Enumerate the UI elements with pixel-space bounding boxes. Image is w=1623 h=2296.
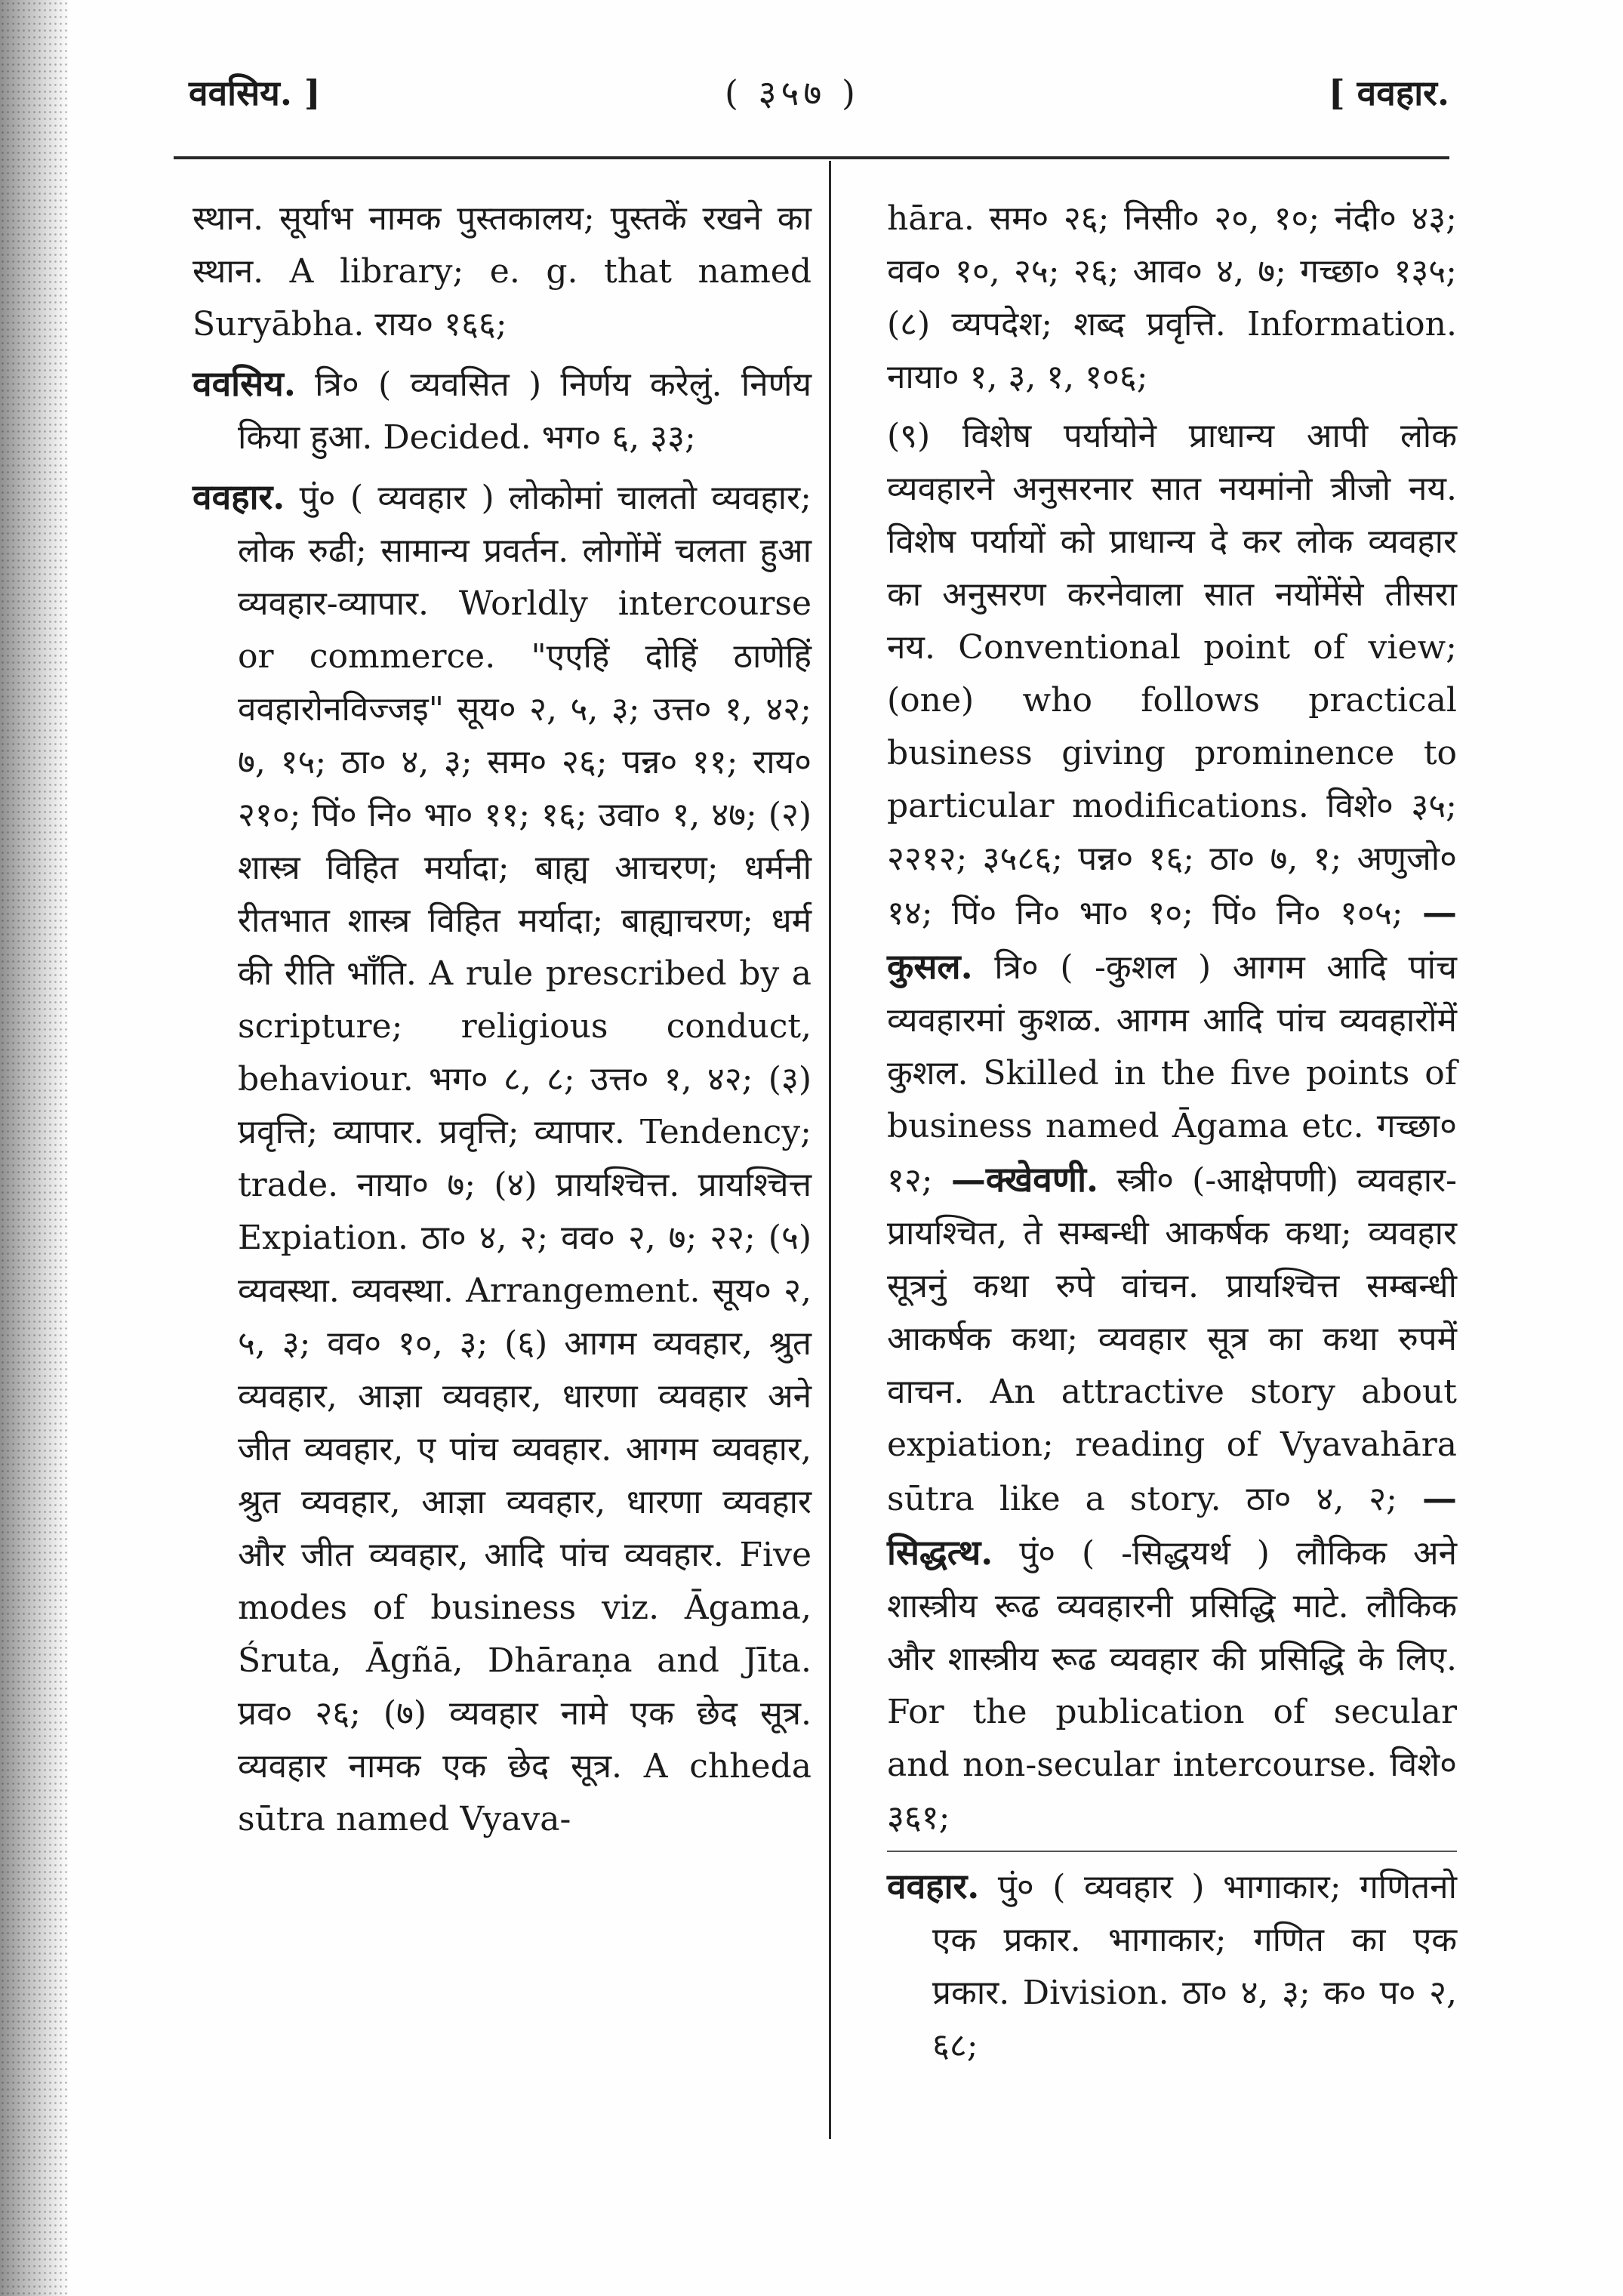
entry-headword: ववहार.	[887, 1866, 980, 1906]
binding-texture	[0, 0, 68, 2296]
sub-entry-headword: —सिद्धत्थ.	[887, 1478, 1457, 1573]
entry-text: hāra. सम० २६; निसी० २०, १०; नंदी० ४३; वव० १०, २५; २६; आव० ४, ७; गच्छा० १३५; (८) व्यपदेश; शब्द प्रवृत्ति. Information. नाया० १, ३, १, १०६;	[887, 199, 1457, 396]
sub-entry-text: स्त्री० (-आक्षेपणी) व्यवहार-प्रायश्चित, ते सम्बन्धी आकर्षक कथा; व्यवहार सूत्रनुं कथा रुपे वांचन. प्रायश्चित्त सम्बन्धी आकर्षक कथा; व्यवहार सूत्र का कथा रुपमें वाचन. An attractive story about expiation; reading of Vyavahāra sūtra like a story. ठा० ४, २;	[887, 1161, 1457, 1518]
entry-text: पुं० ( व्यवहार ) लोकोमां चालतो व्यवहार; लोक रुढी; सामान्य प्रवर्तन. लोगोंमें चलता हुआ व्यवहार-व्यापार. Worldly intercourse or commerce. "एएहिं दोहिं ठाणेहिं ववहारोनविज्जइ" सूय० २, ५, ३; उत्त० १, ४२; ७, १५; ठा० ४, ३; सम० २६; पन्न० ११; राय० २१०; पिं० नि० भा० ११; १६; उवा० १, ४७; (२) शास्त्र विहित मर्यादा; बाह्य आचरण; धर्मनी रीतभात शास्त्र विहित मर्यादा; बाह्याचरण; धर्म की रीति भाँति. A rule prescribed by a scripture; religious conduct, behaviour. भग० ८, ८; उत्त० १, ४२; (३) प्रवृत्ति; व्यापार. प्रवृत्ति; व्यापार. Tendency; trade. नाया० ७; (४) प्रायश्चित्त. प्रायश्चित्त Expiation. ठा० ४, २; वव० २, ७; २२; (५) व्यवस्था. व्यवस्था. Arrangement. सूय० २, ५, ३; वव० १०, ३; (६) आगम व्यवहार, श्रुत व्यवहार, आज्ञा व्यवहार, धारणा व्यवहार अने जीत व्यवहार, ए पांच व्यवहार. आगम व्यवहार, श्रुत व्यवहार, आज्ञा व्यवहार, धारणा व्यवहार और जीत व्यवहार, आदि पांच व्यवहार. Five modes of business viz. Āgama, Śruta, Āgñā, Dhāraṇa and Jīta. प्रव० २६; (७) व्यवहार नामे एक छेद सूत्र. व्यवहार नामक एक छेद सूत्र. A chheda sūtra named Vyava-	[238, 479, 812, 1838]
page-number: ( ३५७ )	[725, 72, 860, 113]
sub-entry-text: पुं० ( -सिद्धयर्थ ) लौकिक अने शास्त्रीय रूढ व्यवहारनी प्रसिद्धि माटे. लौकिक और शास्त्रीय रूढ व्यवहार की प्रसिद्धि के लिए. For the publication of secular and non-secular intercourse. विशे० ३६१;	[887, 1534, 1457, 1837]
entry-text: (९) विशेष पर्यायोने प्राधान्य आपी लोक व्यवहारने अनुसरनार सात नयमांनो त्रीजो नय. विशेष पर्यायों को प्राधान्य दे कर लोक व्यवहार का अनुसरण करनेवाला सात नयोंमेंसे तीसरा नय. Conventional point of view; (one) who follows practical business giving prominence to particular modifications. विशे० ३५; २२१२; ३५८६; पन्न० १६; ठा० ७, १; अणुजो० १४; पिं० नि० भा० १०; पिं० नि० १०५;	[887, 417, 1457, 932]
sub-entry-headword: —क्खेवणी.	[950, 1159, 1099, 1200]
entry-headword: ववहार.	[192, 476, 285, 517]
dictionary-entry	[887, 1860, 1457, 2073]
column-divider	[829, 161, 831, 2139]
entry-text: स्थान. सूर्याभ नामक पुस्तकालय; पुस्तकें रखने का स्थान. A library; e. g. that named Suryābha. राय० १६६;	[192, 199, 812, 344]
sub-entry-headword: —कुसल.	[887, 892, 1457, 987]
dictionary-entry-sense	[887, 410, 1457, 1845]
dictionary-entry	[192, 357, 812, 464]
right-column	[887, 193, 1457, 2079]
dictionary-entry-continuation	[887, 193, 1457, 404]
header-rule	[174, 156, 1449, 159]
entry-text: पुं० ( व्यवहार ) भागाकार; गणितनो एक प्रकार. भागाकार; गणित का एक प्रकार. Division. ठा० ४, ३; क० प० २, ६८;	[932, 1868, 1457, 2065]
dictionary-entry-continuation	[192, 193, 812, 351]
header-right-guide-word: [ ववहार.	[1328, 72, 1449, 113]
entry-headword: ववसिय.	[192, 363, 296, 404]
entry-text: त्रि० ( व्यवसित ) निर्णय करेलुं. निर्णय किया हुआ. Decided. भग० ६, ३३;	[238, 365, 812, 457]
dictionary-entry	[192, 470, 812, 1846]
left-column	[192, 193, 812, 1852]
sub-entry-text: त्रि० ( -कुशल ) आगम आदि पांच व्यवहारमां कुशळ. आगम आदि पांच व्यवहारोंमें कुशल. Skilled in the five points of business named Āgama etc. गच्छा० १२;	[887, 948, 1457, 1200]
header-left-guide-word: ववसिय. ]	[189, 72, 321, 113]
entry-separator	[887, 1851, 1457, 1852]
